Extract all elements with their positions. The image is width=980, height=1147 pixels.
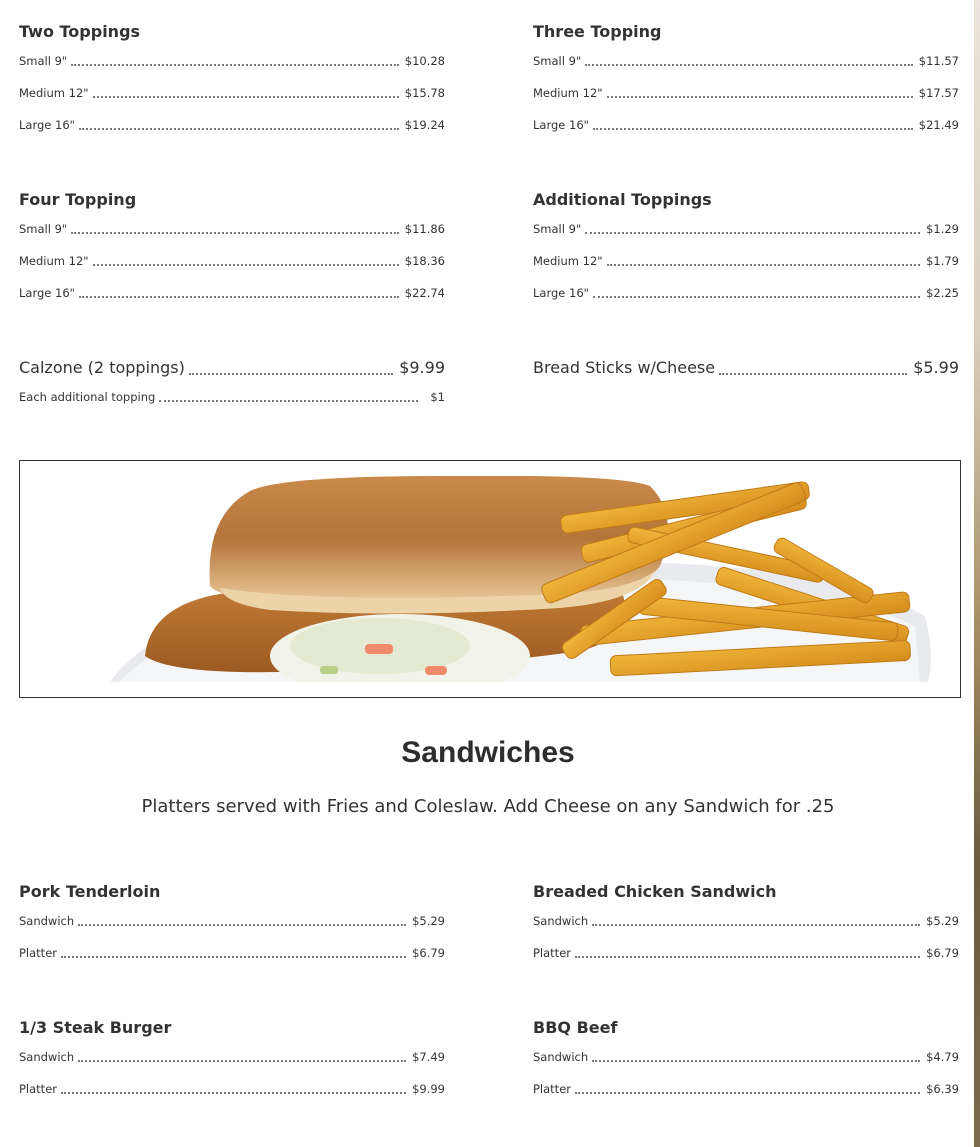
item-label: Sandwich [533,914,589,928]
dot-leader [71,63,399,66]
menu-item [533,945,959,961]
menu-item-calzone [19,356,445,380]
menu-item [533,285,959,301]
item-label: Small 9" [533,222,582,236]
menu-section-bread-sticks [533,356,959,380]
dot-leader [585,63,913,66]
item-label: Large 16" [533,286,589,300]
menu-item [19,53,445,69]
menu-section-pork-tenderloin [19,880,445,961]
item-label: Medium 12" [533,254,603,268]
menu-item [19,1049,445,1065]
section-title: Additional Toppings [533,190,712,209]
menu-section-steak-burger [19,1016,445,1097]
dot-leader [93,95,399,98]
dot-leader [79,127,399,130]
item-label: Medium 12" [19,86,89,100]
menu-item [533,1049,959,1065]
dot-leader [79,295,399,298]
menu-item [533,117,959,133]
item-label: Platter [19,1082,57,1096]
item-label: Small 9" [533,54,582,68]
menu-section-calzone [19,356,445,405]
item-label: Calzone (2 toppings) [19,358,185,377]
item-price: $11.57 [918,54,959,68]
item-price: $1.79 [926,254,959,268]
dot-leader [607,263,921,266]
item-label: Bread Sticks w/Cheese [533,358,716,377]
item-price: $15.78 [404,86,445,100]
menu-item [533,53,959,69]
section-title: Two Toppings [19,22,141,41]
dot-leader [78,923,406,926]
item-label: Medium 12" [19,254,89,268]
item-price: $1 [430,390,445,404]
menu-item [19,85,445,101]
dot-leader [593,127,913,130]
dot-leader [159,399,418,402]
item-price: $18.36 [404,254,445,268]
page-edge-decoration [974,0,980,1147]
item-price: $22.74 [404,286,445,300]
menu-item [19,285,445,301]
menu-item [19,1081,445,1097]
menu-item [533,253,959,269]
menu-section-two-toppings [19,20,445,133]
section-title: Breaded Chicken Sandwich [533,882,777,901]
dot-leader [93,263,399,266]
item-label: Medium 12" [533,86,603,100]
item-label: Sandwich [533,1050,589,1064]
menu-item [533,1081,959,1097]
menu-item-bread-sticks [533,356,959,380]
dot-leader [585,231,920,234]
menu-section-three-topping [533,20,959,133]
item-price: $2.25 [926,286,959,300]
item-price: $19.24 [404,118,445,132]
item-label: Small 9" [19,222,68,236]
item-price: $5.29 [412,914,445,928]
item-label: Small 9" [19,54,68,68]
item-label: Large 16" [19,118,75,132]
menu-item [19,117,445,133]
dot-leader [61,1091,406,1094]
menu-item [19,945,445,961]
section-title: Three Topping [533,22,662,41]
item-price: $11.86 [404,222,445,236]
item-price: $6.79 [926,946,959,960]
item-price: $5.29 [926,914,959,928]
item-label: Each additional topping [19,390,156,404]
item-price: $21.49 [918,118,959,132]
menu-section-four-topping [19,188,445,301]
menu-item [533,85,959,101]
menu-item [19,389,445,405]
menu-item [19,221,445,237]
dot-leader [575,1091,920,1094]
menu-item [19,253,445,269]
item-price: $9.99 [412,1082,445,1096]
dot-leader [71,231,399,234]
menu-item [19,913,445,929]
item-price: $17.57 [918,86,959,100]
menu-item [533,913,959,929]
dot-leader [607,95,913,98]
item-label: Sandwich [19,1050,75,1064]
item-price: $4.79 [926,1050,959,1064]
item-label: Large 16" [19,286,75,300]
dot-leader [61,955,406,958]
item-price: $6.79 [412,946,445,960]
dot-leader [719,372,907,375]
item-price: $6.39 [926,1082,959,1096]
sandwiches-heading: Sandwiches [401,736,575,769]
item-price: $7.49 [412,1050,445,1064]
dot-leader [593,295,920,298]
item-label: Platter [19,946,57,960]
item-label: Platter [533,946,571,960]
menu-section-additional-toppings [533,188,959,301]
item-label: Sandwich [19,914,75,928]
sandwiches-subtitle: Platters served with Fries and Coleslaw. Add Cheese on any Sandwich for .25 [141,796,835,817]
item-label: Platter [533,1082,571,1096]
item-price: $5.99 [913,358,959,377]
menu-item [533,221,959,237]
item-price: $9.99 [399,358,445,377]
section-title: Pork Tenderloin [19,882,161,901]
menu-section-bbq-beef [533,1016,959,1097]
dot-leader [575,955,920,958]
item-price: $10.28 [404,54,445,68]
item-price: $1.29 [926,222,959,236]
menu-section-breaded-chicken [533,880,959,961]
section-title: 1/3 Steak Burger [19,1018,172,1037]
dot-leader [78,1059,406,1062]
dot-leader [189,372,393,375]
item-label: Large 16" [533,118,589,132]
section-title: Four Topping [19,190,137,209]
section-title: BBQ Beef [533,1018,618,1037]
pork-tenderloin-platter-photo [20,476,960,682]
dot-leader [592,1059,920,1062]
dot-leader [592,923,920,926]
food-photo-frame [19,460,961,698]
